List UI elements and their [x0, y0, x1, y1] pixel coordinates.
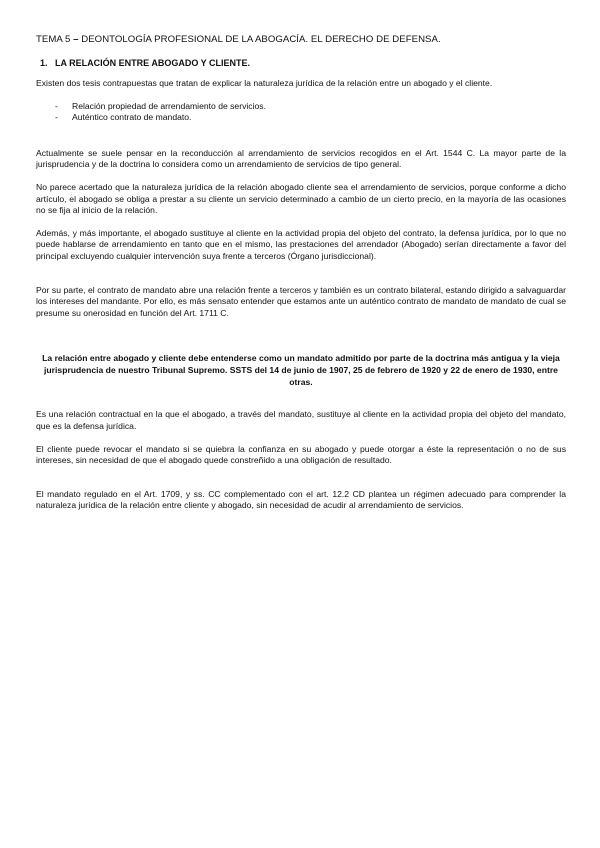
closing-paragraph: Es una relación contractual en la que el abogado, a través del mandato, sustituye al cliente en la actividad propia del objeto del mandato, que es la defensa jurídica. — [36, 409, 566, 431]
document-title — [36, 34, 566, 46]
body-paragraph: Actualmente se suele pensar en la reconducción al arrendamiento de servicios recogidos en el Art. 1544 C. La mayor parte de la jurisprudencia y de la doctrina lo considera como un arrendamiento de servicios de tipo general. — [36, 147, 566, 170]
highlight-paragraph: La relación entre abogado y cliente debe entenderse como un mandato admitido por parte de la doctrina más antigua y la vieja jurisprudencia de nuestro Tribunal Supremo. SSTS del 14 de junio de 1907, 25 de febrero de 1920 y 22 de enero de 1930, entre otras. — [42, 353, 560, 388]
list-item — [36, 112, 566, 124]
body-paragraph: Por su parte, el contrato de mandato abre una relación frente a terceros y también es un contrato bilateral, estando dirigido a salvaguardar los intereses del mandante. Por ello, es más sensato entender que estamos ante un auténtico contrato de mandato de mandato de cual se presume su onerosidad en función del Art. 1711 C. — [36, 284, 566, 318]
list-item-text: Relación propiedad de arrendamiento de servicios. — [72, 100, 266, 111]
title-rest: DEONTOLOGÍA PROFESIONAL DE LA ABOGACÍA. EL DERECHO DE DEFENSA. — [81, 34, 441, 45]
list-item-text: Auténtico contrato de mandato. — [72, 112, 192, 123]
list-bullet: - — [55, 112, 58, 123]
title-prefix: TEMA 5 — [36, 34, 71, 45]
section-heading-text: LA RELACIÓN ENTRE ABOGADO Y CLIENTE. — [55, 58, 251, 68]
document-page — [36, 34, 566, 512]
title-dash: – — [73, 34, 79, 45]
section-heading — [40, 57, 566, 69]
intro-paragraph: Existen dos tesis contrapuestas que tratan de explicar la naturaleza jurídica de la relación entre un abogado y el cliente. — [36, 78, 493, 88]
closing-paragraph: El mandato regulado en el Art. 1709, y ss. CC complementado con el art. 12.2 CD plantea un régimen adecuado para comprender la naturaleza jurídica de la relación entre cliente y abogado, sin necesidad de acudir al arrendamiento de servicios. — [36, 488, 566, 511]
theses-list — [36, 101, 566, 124]
body-paragraph: No parece acertado que la naturaleza jurídica de la relación abogado cliente sea el arrendamiento de servicios, porque conforme a dicho artículo, el abogado se obliga a prestar a su cliente un servicio determinado a cambio de un cierto precio, en la mayoría de las ocasiones no se fija al inicio de la relación. — [36, 181, 566, 216]
list-item — [36, 101, 566, 113]
closing-paragraph: El cliente puede revocar el mandato si se quiebra la confianza en su abogado y puede otorgar a éste la representación o no de sus intereses, sin necesidad de que el abogado quede constreñido a una obligación de resultado. — [36, 443, 566, 466]
list-bullet: - — [55, 100, 58, 111]
body-paragraph: Además, y más importante, el abogado sustituye al cliente en la actividad propia del objeto del contrato, la defensa jurídica, por lo que no puede hablarse de arrendamiento en tanto que en el mismo, las prestaciones del arrendador (Abogado) serían directamente a favor del principal excluyendo cualquier intervención suya frente a terceros (Órgano jurisdiccional). — [36, 227, 566, 261]
section-number: 1. — [40, 58, 48, 68]
